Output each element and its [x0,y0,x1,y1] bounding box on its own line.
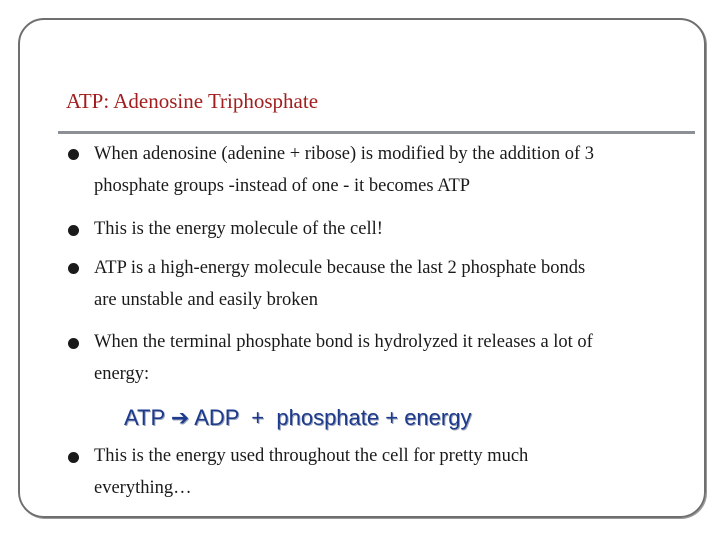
slide-title: ATP: Adenosine Triphosphate [66,89,319,113]
bullet-2-line-1: This is the energy molecule of the cell! [94,219,383,239]
bullet-1-line-2: phosphate groups -instead of one - it becomes ATP [94,176,471,196]
reaction-equation [124,405,471,431]
bullet-1-line-1: When adenosine (adenine + ribose) is modified by the addition of 3 [94,144,595,164]
bullet-dot-1 [68,149,79,160]
right-arrow-icon: ➔ [170,406,190,431]
bullet-5-line-1: This is the energy used throughout the cell for pretty much [94,446,529,466]
bullet-dot-5 [68,452,79,463]
bullet-4-line-1: When the terminal phosphate bond is hydrolyzed it releases a lot of [94,332,593,352]
bullet-dot-2 [68,225,79,236]
bullet-dot-3 [68,263,79,274]
equation-reactant: ATP [124,405,165,430]
equation-products: ADP + phosphate + energy [194,405,472,430]
bullet-5-line-2: everything… [94,478,192,498]
bullet-3-line-1: ATP is a high-energy molecule because the last 2 phosphate bonds [94,258,586,278]
bullet-3-line-2: are unstable and easily broken [94,290,318,310]
title-divider [58,131,695,134]
bullet-dot-4 [68,338,79,349]
bullet-4-line-2: energy: [94,364,150,384]
